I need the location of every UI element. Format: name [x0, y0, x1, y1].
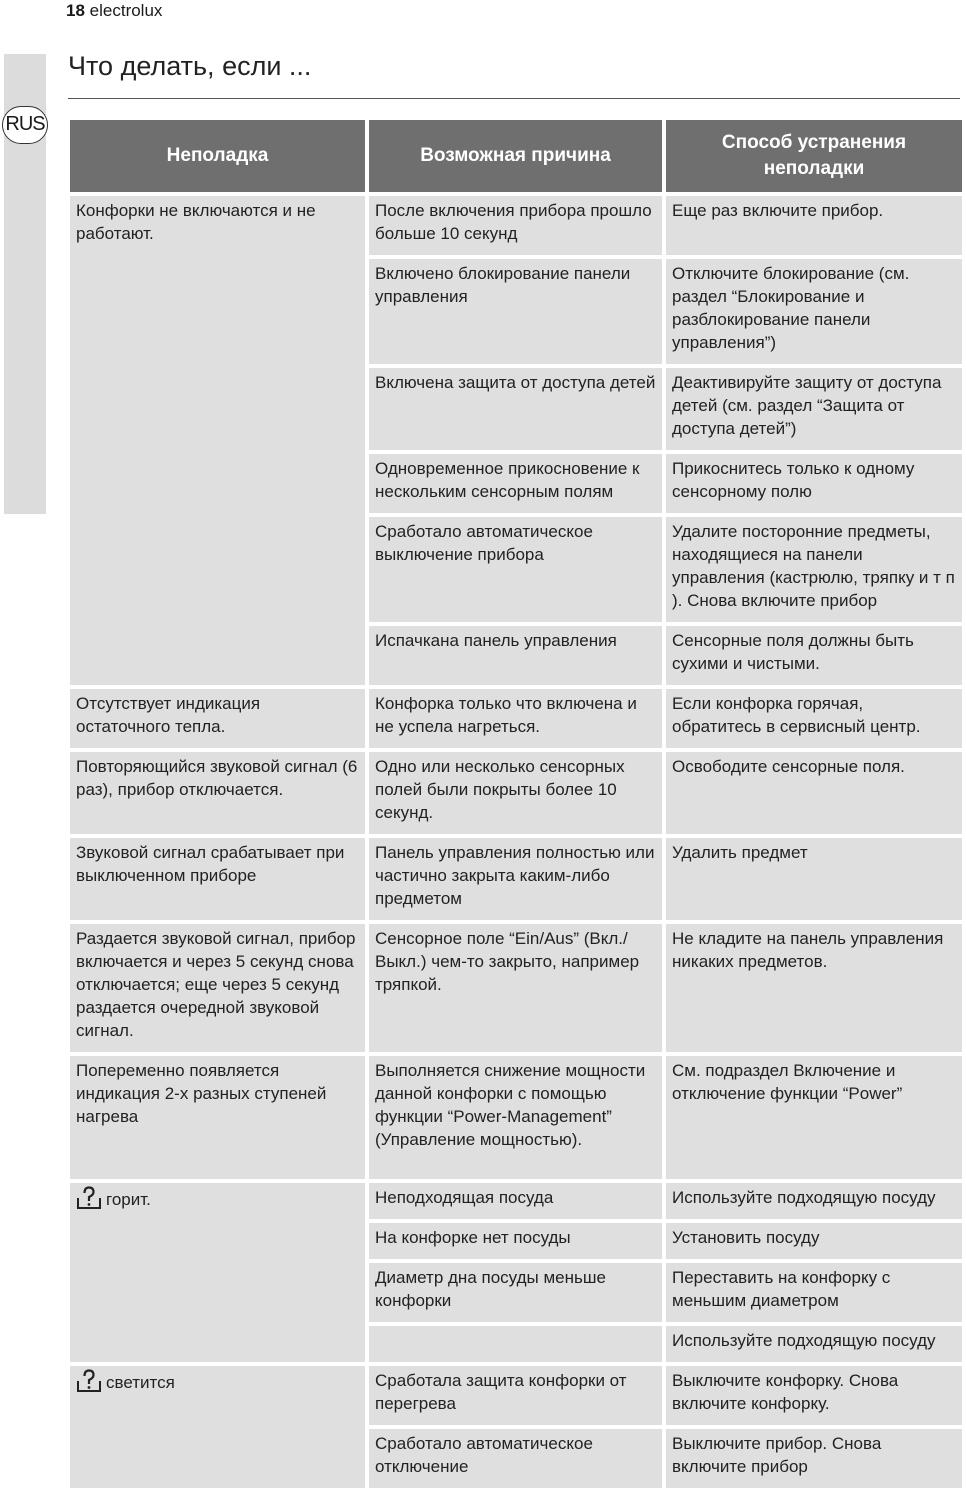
cause-cell: Конфорка только что включена и не успела нагреться. — [369, 689, 662, 748]
cause-cell: Сенсорное поле “Ein/Aus” (Вкл./ Выкл.) чем-то закрыто, например тряпкой. — [369, 924, 662, 1052]
remedy-cell: Еще раз включите прибор. — [666, 196, 962, 255]
table-row — [70, 924, 962, 1052]
remedy-cell: Освободите сенсорные поля. — [666, 752, 962, 834]
remedy-cell: Установить посуду — [666, 1223, 962, 1259]
no-pan-symbol-icon — [76, 1186, 102, 1210]
header-remedy: Способ устранения неполадки — [666, 120, 962, 192]
remedy-cell: Выключите конфорку. Снова включите конфорку. — [666, 1366, 962, 1425]
problem-cell: Отсутствует индикация остаточного тепла. — [70, 689, 365, 748]
remedy-cell: См. подраздел Включение и отключение функции “Power” — [666, 1056, 962, 1179]
remedy-cell: Если конфорка горячая, обратитесь в сервисный центр. — [666, 689, 962, 748]
problem-cell: Попеременно появляется индикация 2-х разных ступеней нагрева — [70, 1056, 365, 1179]
remedy-cell: Переставить на конфорку с меньшим диаметром — [666, 1263, 962, 1322]
title-divider — [68, 98, 960, 99]
remedy-cell: Отключите блокирование (см. раздел “Блокирование и разблокирование панели управления”) — [666, 259, 962, 364]
remedy-cell: Удалите посторонние предметы, находящиеся на панели управления (кастрюлю, тряпку и т п ). Снова включите прибор — [666, 517, 962, 622]
header-cause: Возможная причина — [369, 120, 662, 192]
table-row — [70, 689, 962, 748]
cause-cell: Включена защита от доступа детей — [369, 368, 662, 450]
remedy-cell: Сенсорные поля должны быть сухими и чистыми. — [666, 626, 962, 685]
cause-cell: Испачкана панель управления — [369, 626, 662, 685]
table-row — [70, 838, 962, 920]
cause-cell: На конфорке нет посуды — [369, 1223, 662, 1259]
table-header-row — [70, 120, 962, 192]
cause-cell: Одновременное прикосновение к нескольким сенсорным полям — [369, 454, 662, 513]
remedy-cell: Удалить предмет — [666, 838, 962, 920]
problem-cell: Конфорки не включаются и не работают. — [70, 196, 365, 685]
cause-cell: После включения прибора прошло больше 10 секунд — [369, 196, 662, 255]
section-title: Что делать, если ... — [68, 51, 312, 81]
problem-cell-pan-missing — [70, 1183, 365, 1362]
cause-cell: Диаметр дна посуды меньше конфорки — [369, 1263, 662, 1322]
language-badge: RUS — [2, 106, 48, 144]
cause-cell: Сработала защита конфорки от перегрева — [369, 1366, 662, 1425]
cause-cell: Одно или несколько сенсорных полей были покрыты более 10 секунд. — [369, 752, 662, 834]
page-header — [66, 0, 162, 22]
cause-cell: Сработало автоматическое выключение прибора — [369, 517, 662, 622]
remedy-cell: Выключите прибор. Снова включите прибор — [666, 1429, 962, 1488]
remedy-cell: Используйте подходящую посуду — [666, 1326, 962, 1362]
problem-cell: Звуковой сигнал срабатывает при выключенном приборе — [70, 838, 365, 920]
problem-cell-overheat — [70, 1366, 365, 1488]
table-row — [70, 1183, 962, 1219]
page-number: 18 — [66, 1, 85, 20]
brand-name: electrolux — [89, 1, 163, 20]
problem-text: светится — [106, 1373, 175, 1392]
remedy-cell: Не кладите на панель управления никаких предметов. — [666, 924, 962, 1052]
problem-text: горит. — [106, 1190, 151, 1209]
problem-cell: Раздается звуковой сигнал, прибор включается и через 5 секунд снова отключается; еще через 5 секунд раздается очередной звуковой сигнал. — [70, 924, 365, 1052]
table-row — [70, 752, 962, 834]
table-row — [70, 1366, 962, 1425]
cause-cell: Панель управления полностью или частично закрыта каким-либо предметом — [369, 838, 662, 920]
no-pan-symbol-icon — [76, 1369, 102, 1393]
table-row — [70, 1056, 962, 1179]
cause-cell — [369, 1326, 662, 1362]
remedy-cell: Деактивируйте защиту от доступа детей (см. раздел “Защита от доступа детей”) — [666, 368, 962, 450]
remedy-cell: Используйте подходящую посуду — [666, 1183, 962, 1219]
cause-cell: Выполняется снижение мощности данной конфорки с помощью функции “Power-Management” (Управление мощностью). — [369, 1056, 662, 1179]
cause-cell: Включено блокирование панели управления — [369, 259, 662, 364]
cause-cell: Сработало автоматическое отключение — [369, 1429, 662, 1488]
remedy-cell: Прикоснитесь только к одному сенсорному полю — [666, 454, 962, 513]
table-row — [70, 196, 962, 255]
problem-cell: Повторяющийся звуковой сигнал (6 раз), прибор отключается. — [70, 752, 365, 834]
troubleshooting-table — [66, 116, 966, 1492]
header-problem: Неполадка — [70, 120, 365, 192]
cause-cell: Неподходящая посуда — [369, 1183, 662, 1219]
